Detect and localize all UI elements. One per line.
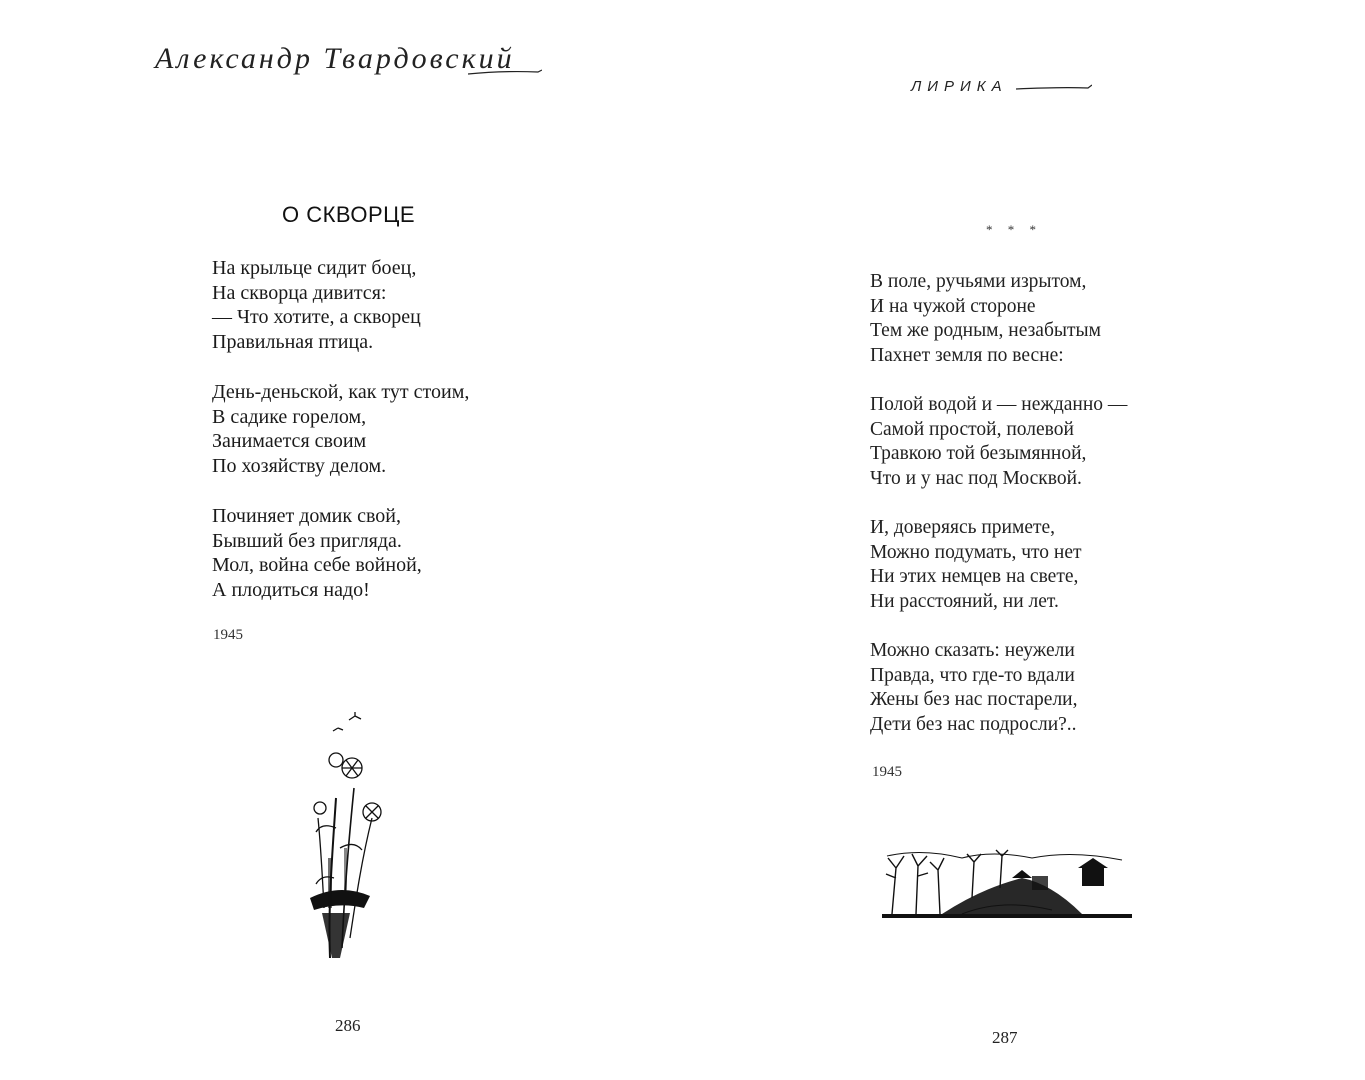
verse-line: Занимается своим bbox=[212, 430, 367, 452]
stanza-4 bbox=[870, 639, 1078, 737]
verse-line: Правда, что где-то вдали bbox=[870, 664, 1075, 686]
verse-line: По хозяйству делом. bbox=[212, 454, 387, 477]
page-number: 286 bbox=[335, 1016, 361, 1035]
verse-line: Что и у нас под Москвой. bbox=[870, 467, 1082, 489]
verse-line: Полой водой и — нежданно — bbox=[870, 394, 1128, 415]
verse-line: Дети без нас подросли?.. bbox=[870, 713, 1077, 735]
stanza-3 bbox=[212, 504, 422, 602]
verse-line: Починяет домик свой, bbox=[212, 505, 401, 527]
verse-line: На скворца дивится: bbox=[212, 281, 387, 304]
verse-line: А плодиться надо! bbox=[212, 578, 370, 601]
poem-year: 1945 bbox=[872, 764, 902, 780]
right-page bbox=[682, 0, 1365, 1080]
verse-line: Мол, война себе войной, bbox=[212, 554, 422, 576]
stanza-2 bbox=[870, 393, 1127, 491]
running-head-rule bbox=[1016, 82, 1092, 92]
asterism: * * * bbox=[986, 222, 1042, 237]
verse-line: Можно подумать, что нет bbox=[870, 541, 1082, 563]
verse-line: Пахнет земля по весне: bbox=[870, 344, 1064, 366]
verse-line: И на чужой стороне bbox=[870, 295, 1036, 317]
verse-line: День-деньской, как тут стоим, bbox=[212, 381, 470, 403]
verse-line: И, доверяясь примете, bbox=[870, 517, 1056, 538]
left-page bbox=[0, 0, 682, 1080]
poem-year: 1945 bbox=[213, 627, 243, 643]
stanza-1 bbox=[212, 256, 421, 354]
flower-stalk-with-birds-illustration bbox=[300, 708, 392, 958]
verse-line: Тем же родным, незабытым bbox=[870, 320, 1101, 341]
verse-line: Можно сказать: неужели bbox=[870, 640, 1075, 661]
running-head-rule bbox=[468, 68, 542, 78]
stanza-1 bbox=[870, 270, 1101, 368]
verse-line: — Что хотите, а скворец bbox=[212, 306, 421, 328]
page-number: 287 bbox=[992, 1028, 1018, 1047]
verse-line: Ни расстояний, ни лет. bbox=[870, 590, 1059, 612]
village-landscape-illustration bbox=[882, 848, 1132, 918]
verse-line: Правильная птица. bbox=[212, 330, 374, 353]
stanza-3 bbox=[870, 516, 1082, 614]
verse-line: Травкою той безымянной, bbox=[870, 443, 1087, 464]
verse-line: В садике горелом, bbox=[212, 405, 367, 428]
running-head-author: Александр Твардовский bbox=[155, 42, 515, 75]
verse-line: На крыльце сидит боец, bbox=[212, 257, 417, 279]
verse-line: Самой простой, полевой bbox=[870, 418, 1074, 440]
running-head-section: ЛИРИКА bbox=[911, 78, 1008, 95]
poem-title: О СКВОРЦЕ bbox=[282, 202, 416, 227]
verse-line: Жены без нас постарели, bbox=[870, 689, 1078, 710]
verse-line: Ни этих немцев на свете, bbox=[870, 566, 1079, 587]
verse-line: В поле, ручьями изрытом, bbox=[870, 271, 1087, 292]
verse-line: Бывший без пригляда. bbox=[212, 529, 402, 552]
stanza-2 bbox=[212, 380, 469, 478]
